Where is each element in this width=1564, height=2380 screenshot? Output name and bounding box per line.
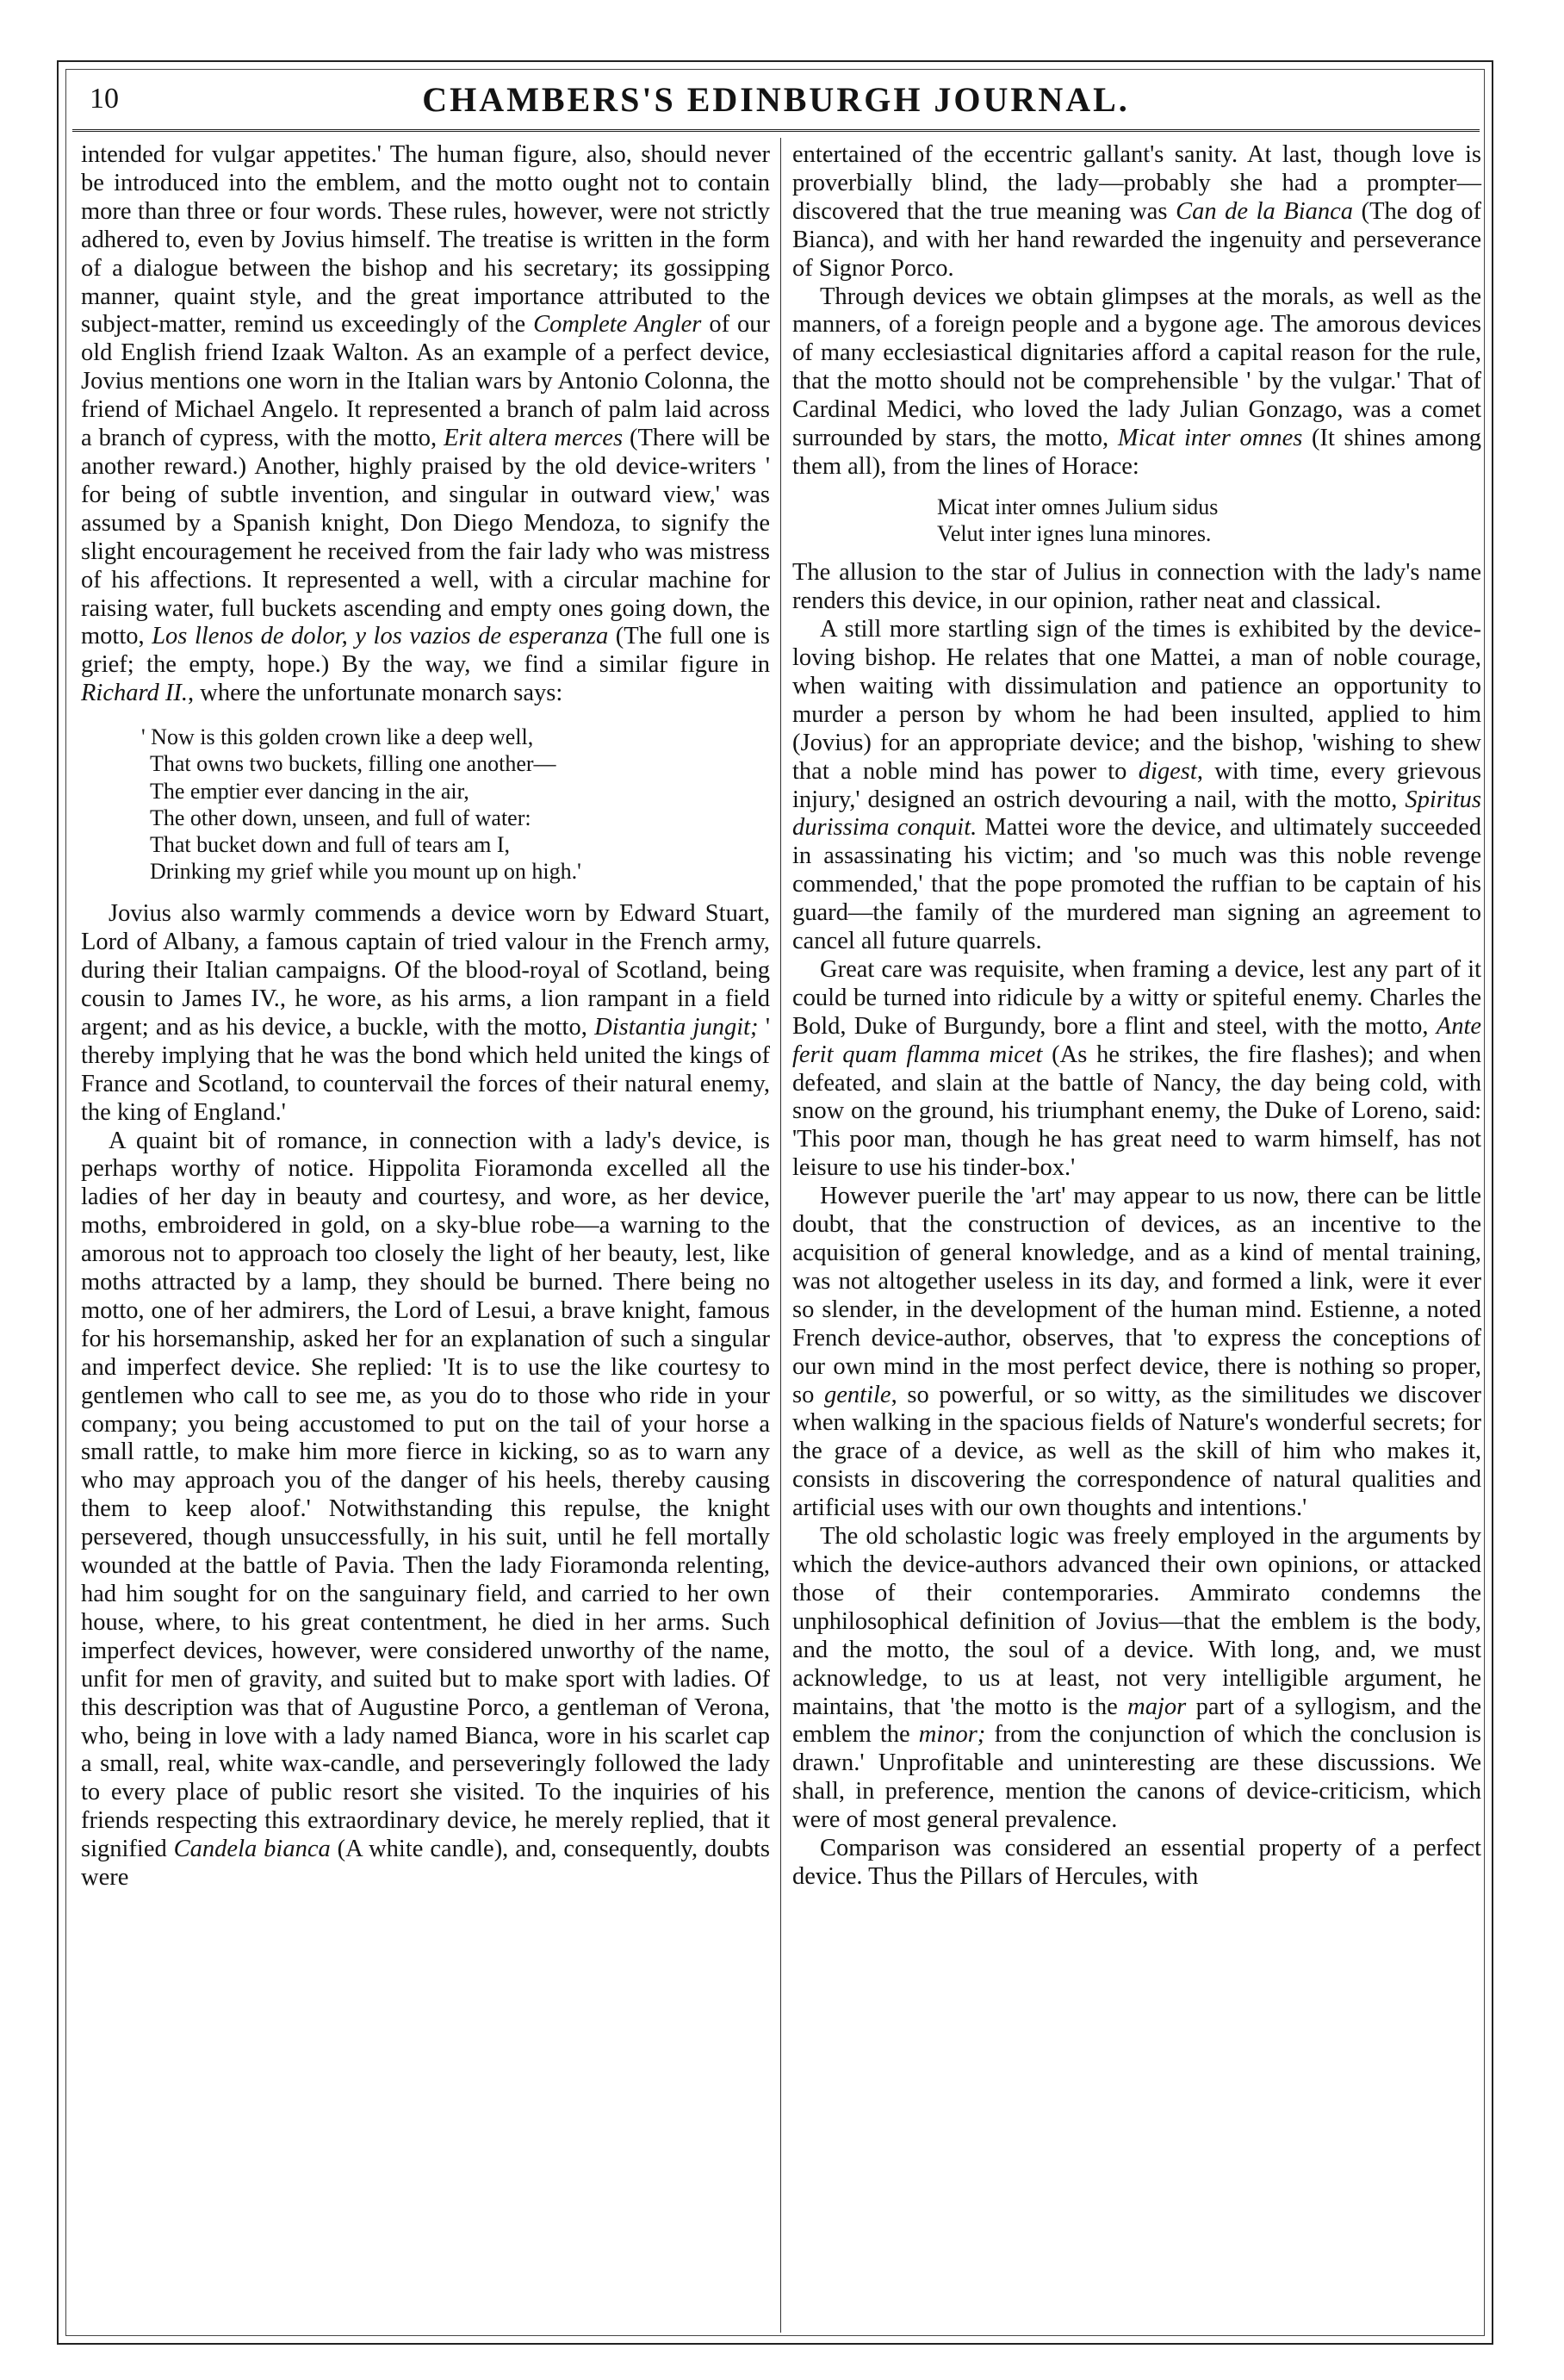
verse-line: The other down, unseen, and full of water: xyxy=(150,805,531,830)
journal-title: CHAMBERS'S EDINBURGH JOURNAL. xyxy=(422,80,1130,119)
verse-quotation xyxy=(81,724,770,885)
right-column xyxy=(792,141,1481,1892)
paragraph: A quaint bit of romance, in connection with a lady's device, is perhaps worthy of notice. Hippolita Fioramonda excelled all the ladies of her day in beauty and courtesy, and wore, as her device, moths, embroidered in gold, on a sky-blue robe—a warning to the amorous not to approach too closely the light of her beauty, lest, like moths attracted by a lamp, they should be burned. There being no motto, one of her admirers, the Lord of Lesui, a brave knight, famous for his horsemanship, asked her for an explanation of such a singular and imperfect device. She replied: 'It is to use the like courtesy to gentlemen who call to see me, as you do to those who ride in your company; you being accustomed to put on the tail of your horse a small rattle, to make him more fierce in kicking, so as to warn any who may approach you of the danger of his heels, thereby causing them to keep aloof.' Notwithstanding this repulse, the knight persevered, though unsuccessfully, in his suit, until he fell mortally wounded at the battle of Pavia. Then the lady Fioramonda relenting, had him sought for on the sanguinary field, and carried to her own house, where, to his great contentment, he died in her arms. Such imperfect devices, however, were considered unworthy of the name, unfit for men of gravity, and suited but to make sport with ladies. Of this description was that of Augustine Porco, a gentleman of Verona, who, being in love with a lady named Bianca, wore in his scarlet cap a small, real, white wax-candle, and perseveringly followed the lady to every place of public resort she visited. To the inquiries of his friends respecting this extraordinary device, he merely replied, that it signified Candela bianca (A white candle), and, consequently, doubts were xyxy=(81,1127,770,1892)
paragraph: The allusion to the star of Julius in connection with the lady's name renders this device, in our opinion, rather neat and classical. xyxy=(792,559,1481,615)
verse-line: Drinking my grief while you mount up on high.' xyxy=(150,859,581,885)
paragraph: The old scholastic logic was freely employed in the arguments by which the device-authors advanced their own opinions, or attacked those of their contemporaries. Ammirato condemns the unphilosophical definition of Jovius—that the emblem is the body, and the motto, the soul of a device. With long, and, we must acknowledge, to us at least, not very intelligible argument, he maintains, that 'the motto is the major part of a syllogism, and the emblem the minor; from the conjunction of which the conclusion is drawn.' Unprofitable and uninteresting are these discussions. We shall, in preference, mention the canons of device-criticism, which were of most general prevalence. xyxy=(792,1523,1481,1834)
page-header xyxy=(72,67,1480,129)
header-rule xyxy=(72,129,1480,132)
column-divider xyxy=(780,138,781,2333)
verse-line: The emptier ever dancing in the air, xyxy=(150,778,469,804)
paragraph: Through devices we obtain glimpses at the morals, as well as the manners, of a foreign people and a bygone age. The amorous devices of many ecclesiastical dignitaries afford a capital reason for the rule, that the motto should not be comprehensible ' by the vulgar.' That of Cardinal Medici, who loved the lady Julian Gonzago, was a comet surrounded by stars, the motto, Micat inter omnes (It shines among them all), from the lines of Horace: xyxy=(792,283,1482,480)
verse-line: That owns two buckets, filling one another— xyxy=(150,751,556,777)
paragraph: Comparison was considered an essential property of a perfect device. Thus the Pillars of Hercules, with xyxy=(792,1835,1481,1890)
paragraph: However puerile the 'art' may appear to us now, there can be little doubt, that the construction of devices, as an incentive to the acquisition of general knowledge, and as a kind of mental training, was not altogether useless in its day, and formed a link, were it ever so slender, in the development of the human mind. Estienne, a noted French device-author, observes, that 'to express the conceptions of our own mind in the most perfect device, there is nothing so proper, so gentile, so powerful, or so witty, as the similitudes we discover when walking in the spacious fields of Nature's wonderful secrets; for the grace of a device, as well as the skill of him who makes it, consists in discovering the correspondence of natural qualities and artificial uses with our own thoughts and intentions.' xyxy=(792,1183,1481,1522)
page-number: 10 xyxy=(90,83,119,115)
verse-line: ' Now is this golden crown like a deep well, xyxy=(141,724,534,750)
paragraph: A still more startling sign of the times is exhibited by the device-loving bishop. He relates that one Mattei, a man of noble courage, when waiting with dissimulation and patience an opportunity to murder a person by whom he had been insulted, applied to him (Jovius) for an appropriate device; and the bishop, 'wishing to shew that a noble mind has power to digest, with time, every grievous injury,' designed an ostrich devouring a nail, with the motto, Spiritus durissima conquit. Mattei wore the device, and ultimately succeeded in assassinating his victim; and 'so much was this noble revenge commended,' that the pope promoted the ruffian to be captain of his guard—the family of the murdered man signing an agreement to cancel all future quarrels. xyxy=(792,616,1482,955)
paragraph: intended for vulgar appetites.' The human figure, also, should never be introduced into the emblem, and the motto ought not to contain more than three or four words. These rules, however, were not strictly adhered to, even by Jovius himself. The treatise is written in the form of a dialogue between the bishop and his secretary; its gossipping manner, quaint style, and the great importance attributed to the subject-matter, remind us exceedingly of the Complete Angler of our old English friend Izaak Walton. As an example of a perfect device, Jovius mentions one worn in the Italian wars by Antonio Colonna, the friend of Michael Angelo. It represented a branch of palm laid across a branch of cypress, with the motto, Erit altera merces (There will be another reward.) Another, highly praised by the old device-writers ' for being of subtle invention, and singular in outward view,' was assumed by a Spanish knight, Don Diego Mendoza, to signify the slight encouragement he received from the fair lady who was mistress of his affections. It represented a well, with a circular machine for raising water, full buckets ascending and empty ones going down, the motto, Los llenos de dolor, y los vazios de esperanza (The full one is grief; the empty, hope.) By the way, we find a similar figure in Richard II., where the unfortunate monarch says: xyxy=(81,141,771,707)
verse-line: That bucket down and full of tears am I, xyxy=(150,831,511,857)
paragraph: Jovius also warmly commends a device worn by Edward Stuart, Lord of Albany, a famous captain of tried valour in the French army, during their Italian campaigns. Of the blood-royal of Scotland, being cousin to James IV., he wore, as his arms, a lion rampant in a field argent; and as his device, a buckle, with the motto, Distantia jungit; ' thereby implying that he was the bond which held united the kings of France and Scotland, to countervail the forces of their natural enemy, the king of England.' xyxy=(81,900,771,1126)
verse-line: Velut inter ignes luna minores. xyxy=(937,521,1212,547)
verse-line: Micat inter omnes Julium sidus xyxy=(937,494,1219,519)
horace-quotation xyxy=(792,494,1481,547)
paragraph: Great care was requisite, when framing a device, lest any part of it could be turned into ridicule by a witty or spiteful enemy. Charles the Bold, Duke of Burgundy, bore a flint and steel, with the motto, Ante ferit quam flamma micet (As he strikes, the fire flashes); and when defeated, and slain at the battle of Nancy, the day being cold, with snow on the ground, his triumphant enemy, the Duke of Loreno, said: 'This poor man, though he has great need to warm himself, has not leisure to use his tinder-box.' xyxy=(792,955,1482,1182)
paragraph: entertained of the eccentric gallant's sanity. At last, though love is proverbially blind, the lady—probably she had a prompter—discovered that the true meaning was Can de la Bianca (The dog of Bianca), and with her hand rewarded the ingenuity and perseverance of Signor Porco. xyxy=(792,141,1482,282)
left-column xyxy=(81,141,770,1892)
